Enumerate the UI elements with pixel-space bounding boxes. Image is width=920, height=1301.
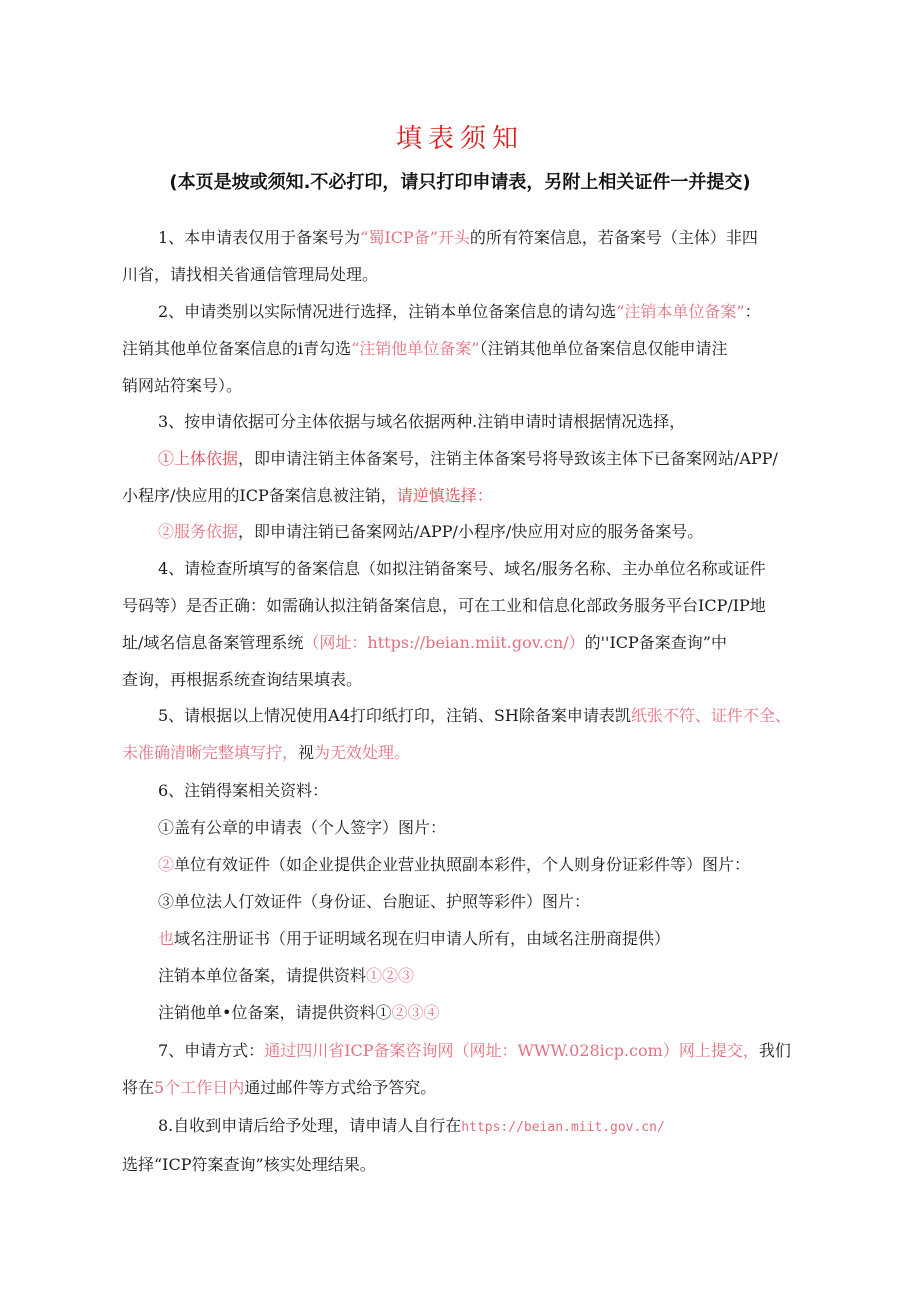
item-8-line-1 [158,1116,665,1138]
item-6-other-cancel [158,1003,439,1023]
item-2-text: 2、申请类别以实际情况进行选择，注销本单位备案信息的请勾选 [158,302,617,321]
item-4-line-1: 4、请检查所填写的备案信息（如拟注销备案号、域名/服务名称、主办单位名称或证件 [158,559,766,578]
item-4-line-3 [122,633,727,653]
item-4-text-4: 的''ICP备案查询”中 [584,633,727,652]
item-5-highlight-2: 未准确清晰完整填写拧， [122,743,299,762]
item-3-basis-service: ②服务依据 [158,522,239,541]
item-4-url: （网址：https://beian.miit.gov.cn/） [303,633,585,652]
item-3-text-3: 小程序/快应用的ICP备案信息被注销， [122,486,397,505]
item-2-text-3: （注销其他单位备案信息仅能申请注 [479,339,728,358]
item-7-line-1 [158,1041,791,1061]
item-8-url: https://beian.miit.gov.cn/ [461,1120,665,1135]
item-2-colon: ： [744,302,761,321]
item-6-other-cancel-text: 注销他单•位备案，请提供资料① [158,1003,392,1022]
item-4-line-4: 查询，再根据系统查询结果填表。 [122,670,363,689]
item-6-material-3: ③单位法人仃效证件（身份证、台胞证、护照等彩件）图片： [158,892,591,911]
item-3-line-4 [158,522,703,542]
item-6-material-1: ①盖有公章的申请表（个人签字）图片： [158,818,447,837]
item-6-material-2-text: 单位有效证件（如企业提供企业营业执照副本彩件，个人则身份证彩件等）图片： [174,855,751,874]
item-3-text-4: ，即申请注销已备案网站/APP/小程序/快应用对应的服务备案号。 [238,522,704,541]
item-7-text-3: 将在 [122,1078,155,1097]
item-5-line-1 [158,706,791,726]
item-6-own-cancel [158,966,414,986]
item-2-line-2 [122,339,728,359]
item-7-line-2 [122,1078,436,1098]
item-7-text-2: 我们 [758,1041,791,1060]
item-3-warning: 请逆慎选择： [396,486,493,505]
item-6-material-4-text: 域名注册证书（用于证明域名现在归申请人所有，由域名注册商提供） [174,929,671,948]
item-6-own-cancel-refs: ①②③ [366,966,415,985]
item-7-text: 7、申请方式： [158,1041,265,1060]
item-3-line-2 [158,449,778,469]
item-6-marker-4: 也 [158,929,175,948]
item-2-highlight-1: “注销本单位备案” [616,302,745,321]
item-4-line-2: 号码等）是否正确：如需确认拟注销备案信息，可在工业和信息化部政务服务平台ICP/IP地 [122,596,766,615]
item-3-text-2: ，即申请注销主体备案号，注销主体备案号将导致该主体下已备案网站/APP/ [238,449,778,468]
item-5-highlight-3: 为无效处理。 [314,743,411,762]
item-5-highlight-1: 纸张不符、证件不全、 [630,706,791,725]
item-6-own-cancel-text: 注销本单位备案，请提供资料 [158,966,367,985]
item-4-text-3: 址/域名信息备案管理系统 [122,633,304,652]
item-1-line-2: 川省，请找相关省通信管理局处理。 [122,265,379,284]
item-2-highlight-2: “注销他单位备案” [351,339,480,358]
item-3-line-1: 3、按申请依据可分主体依据与域名依据两种.注销申请时请根据情况选择， [158,412,686,431]
item-8-line-2: 选择“ICP符案查询”核实处理结果。 [122,1155,376,1174]
item-1-text-cont: 的所有符案信息，若备案号（主体）非四 [469,228,758,247]
page-title: 填表须知 [395,124,524,154]
item-6-material-2 [158,855,750,875]
item-6-material-4 [158,929,670,949]
item-6-marker-2: ② [158,855,175,874]
item-7-highlight: 通过四川省ICP备案咨询网（网址：WWW.028icp.com）网上提交， [264,1041,759,1060]
item-5-text-2: 视 [298,743,315,762]
item-6-heading: 6、注销得案相关资料： [158,781,329,800]
item-2-line-3: 销网站符案号）。 [122,376,243,395]
item-8-text: 8.自收到申请后给予处理，请申请人自行在 [158,1116,462,1135]
page-subtitle: (本页是坡或须知.不必打印，请只打印申请表，另附上相关证件一并提交) [169,172,751,193]
item-5-text: 5、请根据以上情况使用A4打印纸打印，注销、SH除备案申请表凯 [158,706,631,725]
item-1-text: 1、本申请表仅用于备案号为 [158,228,361,247]
item-5-line-2 [122,743,410,763]
item-7-text-4: 通过邮件等方式给予答究。 [244,1078,437,1097]
item-3-line-3 [122,486,493,506]
item-1-line-1 [158,228,758,248]
item-7-days: 5个工作日内 [154,1078,245,1097]
item-6-other-cancel-refs: ②③④ [391,1003,440,1022]
item-2-text-2: 注销其他单位备案信息的i青勾选 [122,339,352,358]
item-2-line-1 [158,302,761,322]
item-3-basis-subject: ①上体依据 [158,449,239,468]
item-1-highlight: “蜀ICP备”开头 [360,228,470,247]
